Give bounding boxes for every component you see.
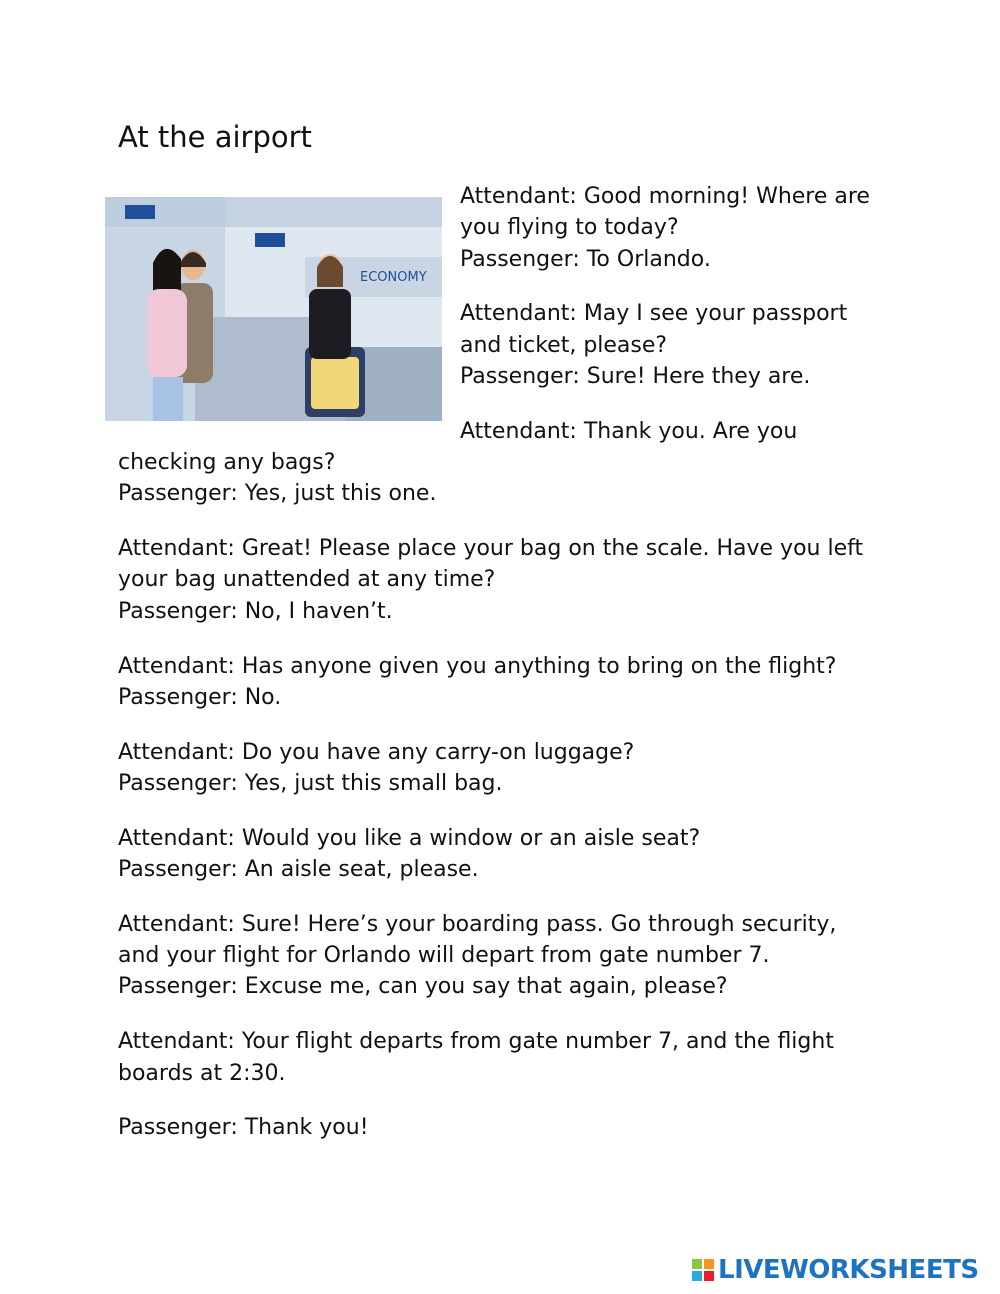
liveworksheets-logo-icon [692, 1259, 714, 1281]
dialogue-exchange [118, 533, 878, 627]
passenger-line: Passenger: To Orlando. [460, 246, 711, 272]
dialogue-exchange [118, 909, 878, 1003]
dialogue-exchange [118, 1112, 878, 1143]
logo-text: LIVEWORKSHEETS [718, 1255, 979, 1285]
airport-checkin-photo [105, 197, 442, 421]
dialogue [118, 181, 878, 1167]
dialogue-exchange [118, 823, 878, 886]
attendant-line: Attendant: Good morning! Where are you flying to today? [460, 184, 870, 241]
page-title: At the airport [118, 120, 312, 154]
passenger-line: Passenger: Excuse me, can you say that again, please? [118, 974, 728, 1000]
counter-sign: ECONOMY [360, 270, 427, 285]
passenger-line: Passenger: Yes, just this small bag. [118, 770, 503, 796]
passenger-line: Passenger: No, I haven’t. [118, 598, 393, 624]
dialogue-exchange [118, 651, 878, 714]
attendant-line: Attendant: Has anyone given you anything to bring on the flight? [118, 653, 837, 679]
passenger-line: Passenger: No. [118, 684, 282, 710]
attendant-line: Attendant: Your flight departs from gate number 7, and the flight boards at 2:30. [118, 1029, 834, 1086]
passenger-line: Passenger: Thank you! [118, 1115, 369, 1141]
attendant-line: Attendant: Do you have any carry-on luggage? [118, 739, 635, 765]
attendant-line: Attendant: Sure! Here’s your boarding pass. Go through security, and your flight for Orlando will depart from gate number 7. [118, 911, 837, 969]
attendant-line: Attendant: Thank you. Are you checking any bags? [118, 418, 798, 476]
dialogue-exchange [118, 737, 878, 800]
liveworksheets-logo[interactable] [692, 1253, 979, 1287]
attendant-line: Attendant: Great! Please place your bag on the scale. Have you left your bag unattended at any time? [118, 536, 864, 593]
dialogue-exchange [118, 1026, 878, 1089]
attendant-line: Attendant: May I see your passport and ticket, please? [460, 301, 848, 358]
passenger-line: Passenger: Sure! Here they are. [460, 363, 811, 389]
attendant-line: Attendant: Would you like a window or an aisle seat? [118, 825, 701, 851]
passenger-line: Passenger: Yes, just this one. [118, 481, 437, 507]
dialogue-exchange [118, 416, 878, 510]
passenger-line: Passenger: An aisle seat, please. [118, 857, 479, 883]
